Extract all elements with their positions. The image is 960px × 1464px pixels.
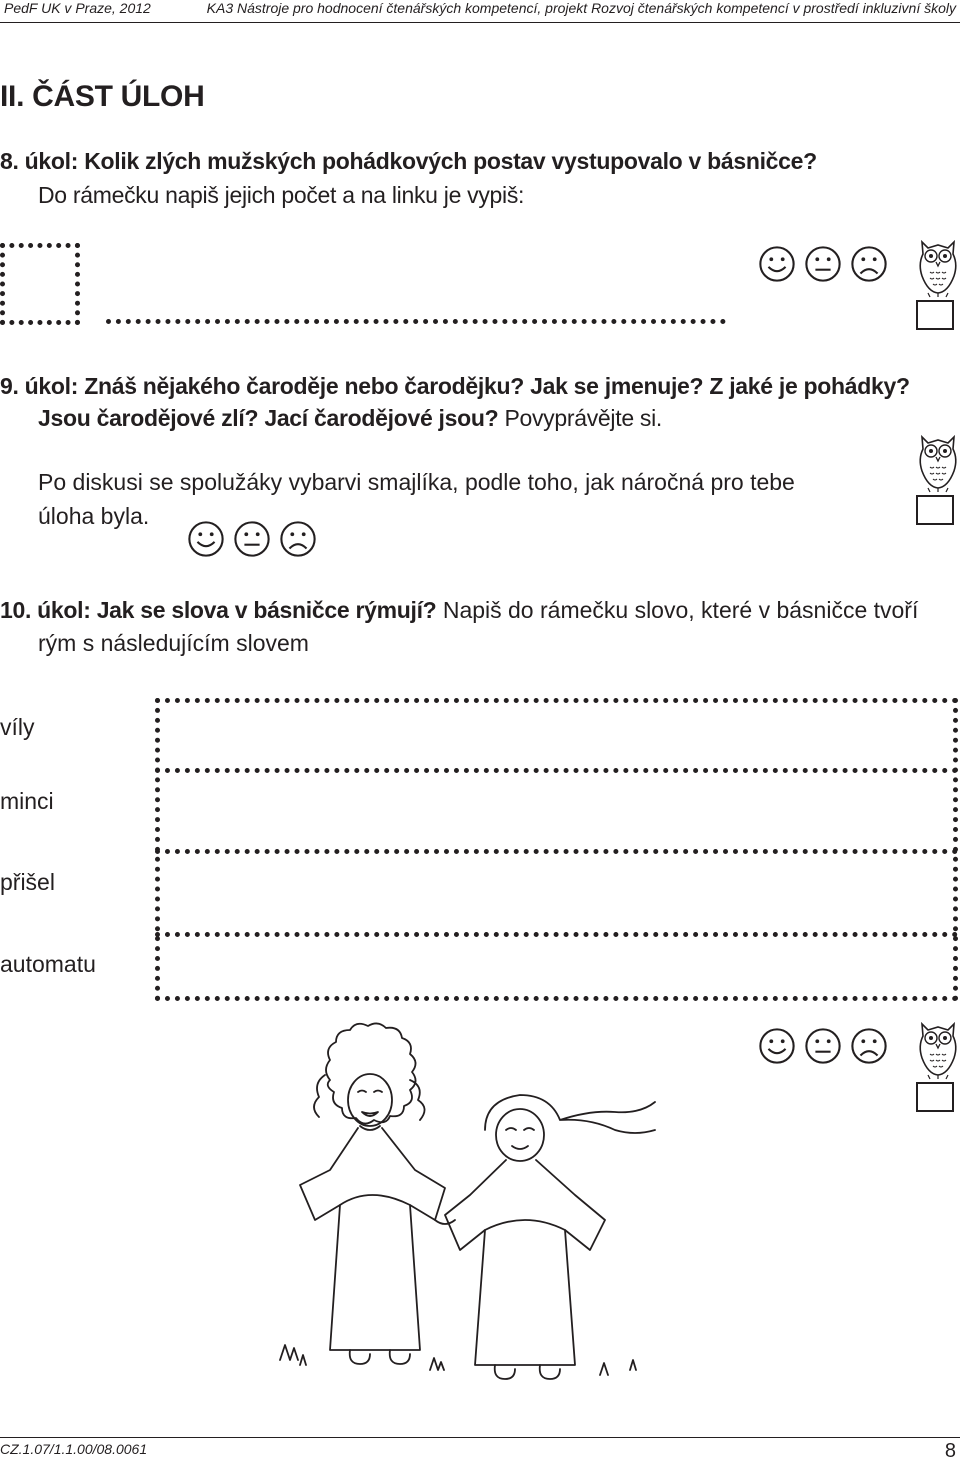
task9-discussion-line1: Po diskusi se spolužáky vybarvi smajlíka, podle toho, jak náročná pro tebe [38,469,795,495]
owl-icon [916,236,960,298]
neutral-smiley-icon[interactable] [804,1027,842,1065]
two-fairies-illustration [270,1020,690,1405]
task8-checkbox[interactable] [916,300,954,330]
page-number: 8 [944,1440,956,1462]
grid-line [155,698,160,1001]
rhyme-answer-cell[interactable] [163,706,947,766]
neutral-smiley-icon[interactable] [233,520,271,558]
header-left: PedF UK v Praze, 2012 [4,0,151,16]
task8-owl-marker [916,236,960,330]
grid-line [155,996,958,1001]
task10-question-cont: rým s následujícím slovem [38,630,309,656]
task10-question [0,597,918,624]
rhyme-word: automatu [0,951,96,977]
rhyme-word: víly [0,714,35,740]
task10-smiley-rating [758,1027,888,1065]
owl-icon [916,431,960,493]
rhyme-word: minci [0,788,54,814]
task9-question-cont-normal: Povyprávějte si. [498,405,662,431]
task9-question-cont [38,405,662,432]
task9-checkbox[interactable] [916,495,954,525]
neutral-smiley-icon[interactable] [804,245,842,283]
task9-question: 9. úkol: Znáš nějakého čaroděje nebo čarodějku? Jak se jmenuje? Z jaké je pohádky? [0,373,910,399]
task8-smiley-rating [758,245,888,283]
count-answer-box[interactable] [0,243,80,325]
answer-line[interactable] [106,319,726,324]
grid-line [953,698,958,1001]
rhyme-answer-cell[interactable] [163,859,947,929]
project-code: CZ.1.07/1.1.00/08.0061 [0,1441,148,1457]
task9-owl-marker [916,431,960,525]
task9-discussion-line2: úloha byla. [38,503,150,529]
task10-question-normal: Napiš do rámečku slovo, které v básničce tvoří [436,597,919,623]
task8-question: 8. úkol: Kolik zlých mužských pohádkových postav vystupovalo v básničce? [0,148,817,174]
happy-smiley-icon[interactable] [187,520,225,558]
rhyme-answer-cell[interactable] [163,942,947,994]
owl-icon [916,1018,960,1080]
grid-line [155,698,958,703]
footer-divider [0,1437,960,1438]
rhyme-answer-grid [155,698,960,1003]
grid-line [155,932,958,937]
task8-instruction: Do rámečku napiš jejich počet a na linku je vypiš: [38,182,525,208]
happy-smiley-icon[interactable] [758,1027,796,1065]
task9-question-cont-bold: Jsou čarodějové zlí? Jací čarodějové jsou? [38,405,499,431]
task10-owl-marker [916,1018,960,1112]
task10-checkbox[interactable] [916,1082,954,1112]
grid-line [155,768,958,773]
sad-smiley-icon[interactable] [850,1027,888,1065]
grid-line [155,849,958,854]
rhyme-word: přišel [0,869,55,895]
task10-question-bold: 10. úkol: Jak se slova v básničce rýmují? [0,597,437,623]
section-title: II. ČÁST ÚLOH [0,80,205,113]
sad-smiley-icon[interactable] [279,520,317,558]
task9-smiley-rating [187,520,317,558]
header-divider [0,22,960,23]
rhyme-answer-cell[interactable] [163,778,947,846]
header-right: KA3 Nástroje pro hodnocení čtenářských kompetencí, projekt Rozvoj čtenářských kompetencí v prostředí inkluzivní školy [206,0,956,16]
sad-smiley-icon[interactable] [850,245,888,283]
happy-smiley-icon[interactable] [758,245,796,283]
